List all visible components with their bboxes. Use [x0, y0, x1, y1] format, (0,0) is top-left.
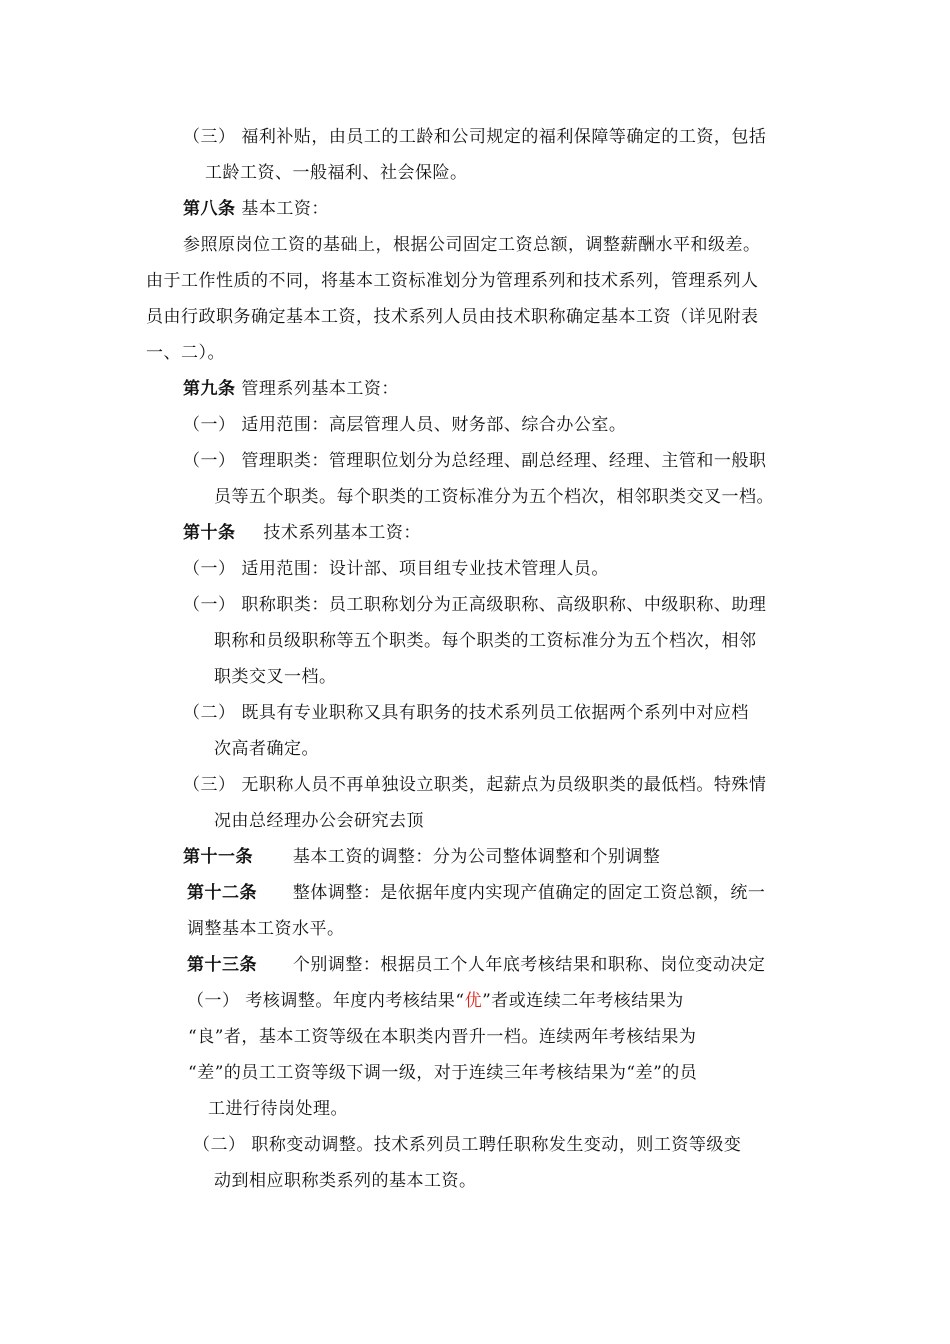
- text-line: （三） 福利补贴，由员工的工龄和公司规定的福利保障等确定的工资，包括: [183, 127, 767, 147]
- text-line: 员等五个职类。每个职类的工资标准分为五个档次，相邻职类交叉一档。: [214, 487, 774, 507]
- text-line: 由于工作性质的不同，将基本工资标准划分为管理系列和技术系列，管理系列人: [146, 271, 759, 291]
- article-number: 第十二条: [187, 883, 257, 903]
- text-line: 工龄工资、一般福利、社会保险。: [205, 163, 468, 183]
- text-line: 职称和员级职称等五个职类。每个职类的工资标准分为五个档次，相邻: [214, 631, 757, 651]
- text-line: 次高者确定。: [214, 739, 319, 759]
- text-line: 工进行待岗处理。: [208, 1099, 348, 1119]
- article-title: 管理系列基本工资：: [241, 379, 399, 399]
- article-heading: [183, 197, 329, 221]
- article-number: 第十条: [183, 523, 236, 543]
- text-line: “良”者，基本工资等级在本职类内晋升一档。连续两年考核结果为: [188, 1027, 697, 1047]
- text-run: （一） 考核调整。年度内考核结果“: [187, 991, 465, 1011]
- text-line: （一） 职称职类：员工职称划分为正高级职称、高级职称、中级职称、助理: [183, 595, 767, 615]
- article-number: 第十一条: [183, 847, 253, 867]
- text-line: 况由总经理办公会研究去顶: [214, 811, 424, 831]
- article-title: 个别调整：根据员工个人年底考核结果和职称、岗位变动决定: [292, 955, 766, 975]
- highlighted-word: 优: [464, 991, 483, 1011]
- text-line: （一） 适用范围：高层管理人员、财务部、综合办公室。: [183, 415, 627, 435]
- article-title: 技术系列基本工资：: [263, 523, 421, 543]
- text-line: （二） 既具有专业职称又具有职务的技术系列员工依据两个系列中对应档: [183, 703, 749, 723]
- article-heading: [183, 377, 399, 401]
- text-line: （一） 管理职类：管理职位划分为总经理、副总经理、经理、主管和一般职: [183, 451, 767, 471]
- text-line: （一） 适用范围：设计部、项目组专业技术管理人员。: [183, 559, 609, 579]
- article-number: 第十三条: [187, 955, 257, 975]
- text-line: 调整基本工资水平。: [187, 919, 345, 939]
- article-heading: [187, 881, 765, 905]
- article-heading: [187, 953, 765, 977]
- article-number: 第九条: [183, 379, 236, 399]
- text-line: （二） 职称变动调整。技术系列员工聘任职称发生变动，则工资等级变: [193, 1135, 742, 1155]
- text-line: 参照原岗位工资的基础上，根据公司固定工资总额，调整薪酬水平和级差。: [183, 235, 761, 255]
- text-line: 一、二）。: [146, 343, 225, 363]
- article-heading: [183, 845, 660, 869]
- text-line: [187, 989, 684, 1013]
- article-heading: [183, 521, 421, 545]
- article-number: 第八条: [183, 199, 236, 219]
- text-line: 动到相应职称类系列的基本工资。: [214, 1171, 477, 1191]
- article-title: 基本工资的调整：分为公司整体调整和个别调整: [292, 847, 661, 867]
- article-title: 整体调整：是依据年度内实现产值确定的固定工资总额，统一: [292, 883, 766, 903]
- text-line: 职类交叉一档。: [214, 667, 337, 687]
- text-line: “差”的员工工资等级下调一级，对于连续三年考核结果为“差”的员: [188, 1063, 698, 1083]
- article-title: 基本工资：: [241, 199, 329, 219]
- text-line: 员由行政职务确定基本工资，技术系列人员由技术职称确定基本工资（详见附表: [146, 307, 759, 327]
- text-run: ”者或连续二年考核结果为: [482, 991, 684, 1011]
- text-line: （三） 无职称人员不再单独设立职类，起薪点为员级职类的最低档。特殊情: [183, 775, 767, 795]
